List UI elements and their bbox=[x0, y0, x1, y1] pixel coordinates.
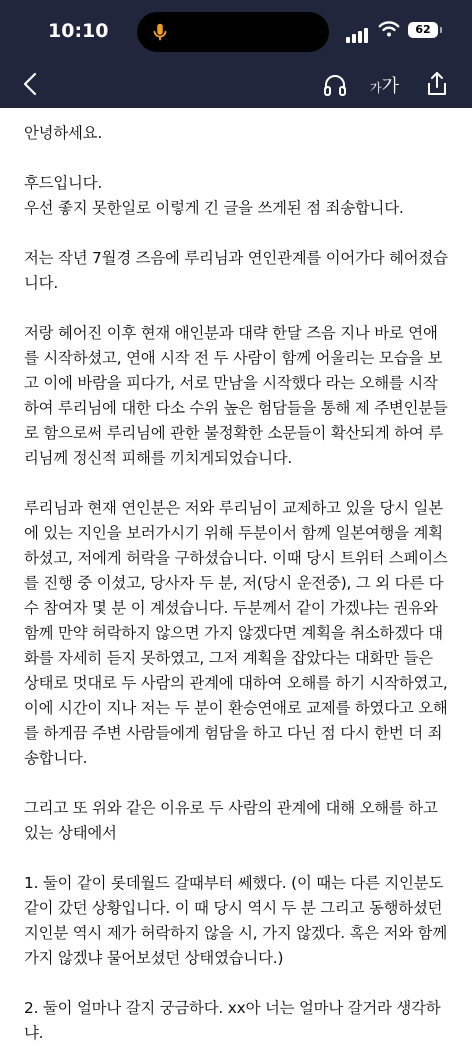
article-body bbox=[0, 108, 472, 1046]
back-arrow-icon[interactable] bbox=[18, 70, 42, 98]
paragraph: 그리고 또 위와 같은 이유로 두 사람의 관계에 대해 오해를 하고 있는 상태에서 bbox=[24, 799, 438, 842]
paragraph: 저랑 헤어진 이후 현재 애인분과 대략 한달 즈음 지나 바로 연애를 시작하셨고, 연애 시작 전 두 사람이 함께 어울리는 모습을 보고 이에 바람을 피다가, 서로 만남을 시작했다 라는 오해를 시작하여 루리님에 대한 다소 수위 높은 험담들을 통해 제 주변인분들로 함으로써 루리님에 관한 불정확한 소문들이 확산되게 하여 루리님께 정신적 피해를 끼치게되었습니다. bbox=[24, 324, 448, 467]
font-size-large-label: 가 bbox=[381, 76, 399, 97]
battery-icon: 62 bbox=[408, 22, 438, 38]
intro-line: 후드입니다. bbox=[24, 174, 103, 192]
microphone-icon bbox=[149, 21, 171, 43]
dynamic-island bbox=[137, 12, 329, 52]
paragraph: 루리님과 현재 연인분은 저와 루리님이 교제하고 있을 당시 일본에 있는 지인을 보러가시기 위해 두분이서 함께 일본여행을 계획하셨고, 저에게 허락을 구하셨습니다. 이때 당시 트위터 스페이스를 진행 중 이셨고, 당사자 두 분, 저(당시 운전중), 그 외 다른 다수 참여자 몇 분 이 계셨습니다. 두분께서 같이 가겠냐는 권유와 함께 만약 허락하지 않으면 가지 않겠다면 계획을 취소하겠다 대화를 자세히 듣지 못하였고, 그저 계획을 잡았다는 대화만 들은 상태로 멋대로 두 사람의 관계에 대하여 오해를 하기 시작하였고, 이에 시간이 지나 저는 두 분이 환승연애로 교제를 하였다고 오해를 하게끔 주변 사람들에게 험담을 하고 다닌 점 다시 한번 더 죄송합니다. bbox=[24, 499, 448, 767]
share-icon[interactable] bbox=[424, 70, 450, 98]
paragraph: 저는 작년 7월경 즈음에 루리님과 연인관계를 이어가다 헤어졌습니다. bbox=[24, 249, 448, 292]
header-bar bbox=[0, 0, 472, 108]
apology-line: 우선 좋지 못한일로 이렇게 긴 글을 쓰게된 점 죄송합니다. bbox=[24, 199, 404, 217]
status-time: 10:10 bbox=[48, 20, 109, 42]
list-item: 2. 둘이 얼마나 갈지 궁금하다. xx아 너는 얼마나 갈거라 생각하냐. bbox=[24, 999, 441, 1042]
wifi-icon bbox=[378, 20, 400, 38]
status-bar bbox=[0, 0, 472, 60]
reader-toolbar bbox=[0, 60, 472, 108]
headphones-icon[interactable] bbox=[322, 72, 348, 98]
font-size-small-label: 가 bbox=[370, 81, 382, 95]
list-item: 1. 둘이 같이 롯데월드 갈때부터 쎄했다. (이 때는 다른 지인분도 같이 갔던 상황입니다. 이 때 당시 역시 두 분 그리고 동행하셨던 지인분 역시 제가 허락하지 않을 시, 가지 않겠다. 혹은 저와 함께 가지 않겠냐 물어보셨던 상태였습니다.) bbox=[24, 874, 447, 967]
font-size-button[interactable] bbox=[370, 72, 399, 98]
greeting-text: 안녕하세요. bbox=[24, 124, 103, 142]
cellular-signal-icon bbox=[346, 24, 370, 43]
